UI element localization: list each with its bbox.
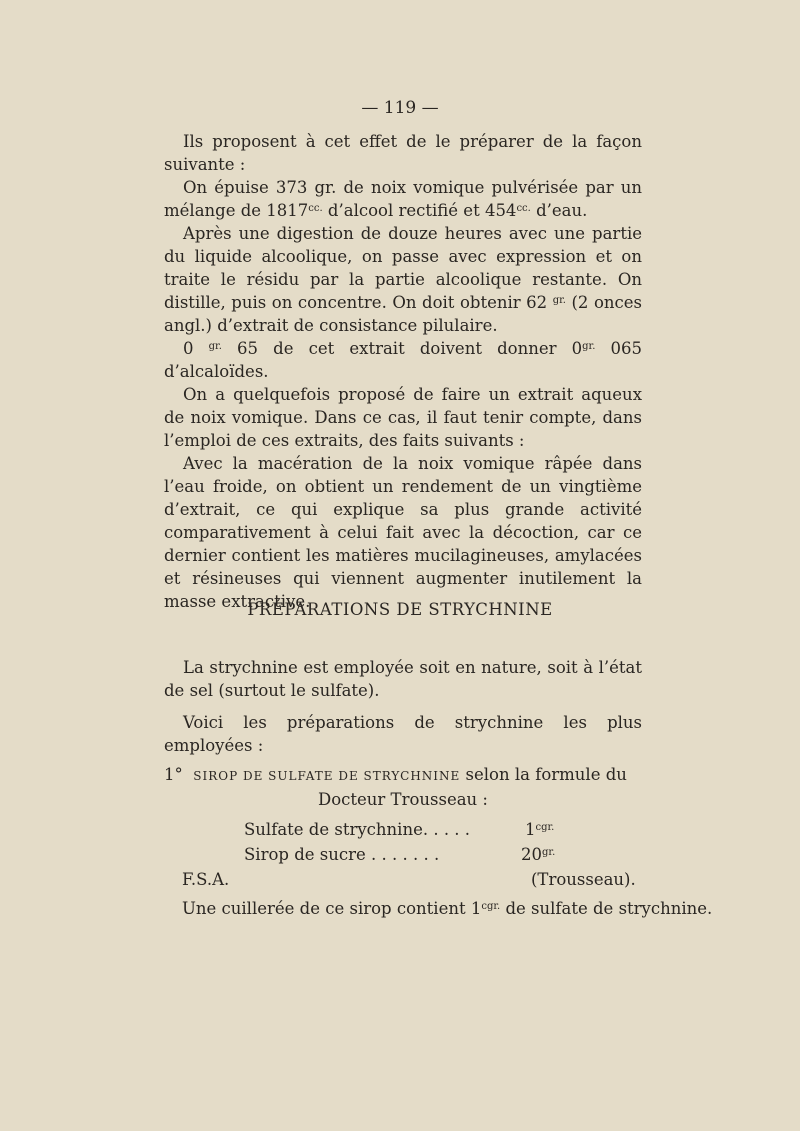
closing-sentence: Une cuillerée de ce sirop contient $1^{cgr.}$ de sulfate de strychnine. <box>182 899 713 918</box>
paragraph-3: Après une digestion de douze heures avec une partie du liquide alcoolique, on passe avec expression et on traite le résidu par la partie alcoolique restante. On distille, puis on concentre. On doit obtenir 62 $^{gr.}$ (2 onces angl.) d’extrait de consistance pilulaire. <box>164 224 642 335</box>
text-block-extract <box>164 130 642 613</box>
paragraph-5: On a quelquefois proposé de faire un extrait aqueux de noix vomique. Dans ce cas, il faut tenir compte, dans l’emploi de ces extraits, des faits suivants : <box>164 385 642 450</box>
text-block-strychnine <box>164 656 642 757</box>
fsa-note: F.S.A. <box>182 870 230 889</box>
ingredient-2-label: Sirop de sucre . . . . . . . <box>244 845 440 864</box>
recipe-title-line: 1° SIROP DE SULFATE DE STRYCHNINE selon la formule du <box>164 765 627 784</box>
paragraph-4: 0 $^{gr.}$ 65 de cet extrait doivent donner $0^{gr.}$ 065 d’alcaloïdes. <box>164 339 642 381</box>
ingredient-2-quantity: $20^{gr.}$ <box>521 845 556 864</box>
intro-paragraph-1: La strychnine est employée soit en nature, soit à l’état de sel (surtout le sulfate). <box>164 658 642 700</box>
paragraph-6: Avec la macération de la noix vomique râpée dans l’eau froide, on obtient un rendement de un vingtième d’extrait, ce qui explique sa plus grande activité comparativement à celui fait avec la décoction, car ce dernier contient les matières mucilagineuses, amylacées et résineuses qui viennent augmenter inutilement la masse extractive. <box>164 454 642 611</box>
recipe-title-line-2: Docteur Trousseau : <box>318 790 488 809</box>
ingredient-1-quantity: $1^{cgr.}$ <box>525 820 555 839</box>
recipe-heading <box>164 763 642 811</box>
section-title: PRÉPARATIONS DE STRYCHNINE <box>247 600 553 619</box>
recipe-title: SIROP DE SULFATE DE STRYCHNINE <box>193 769 461 783</box>
ingredient-1-label: Sulfate de strychnine. . . . . <box>244 820 471 839</box>
page-number: — 119 — <box>361 98 439 118</box>
attribution: (Trousseau). <box>531 870 636 889</box>
paragraph-1: Ils proposent à cet effet de le préparer de la façon suivante : <box>164 132 642 174</box>
intro-paragraph-2: Voici les préparations de strychnine les plus employées : <box>164 713 642 755</box>
paragraph-2: On épuise 373 gr. de noix vomique pulvérisée par un mélange de $1817^{cc.}$ d’alcool rectifié et $454^{cc.}$ d’eau. <box>164 178 642 220</box>
